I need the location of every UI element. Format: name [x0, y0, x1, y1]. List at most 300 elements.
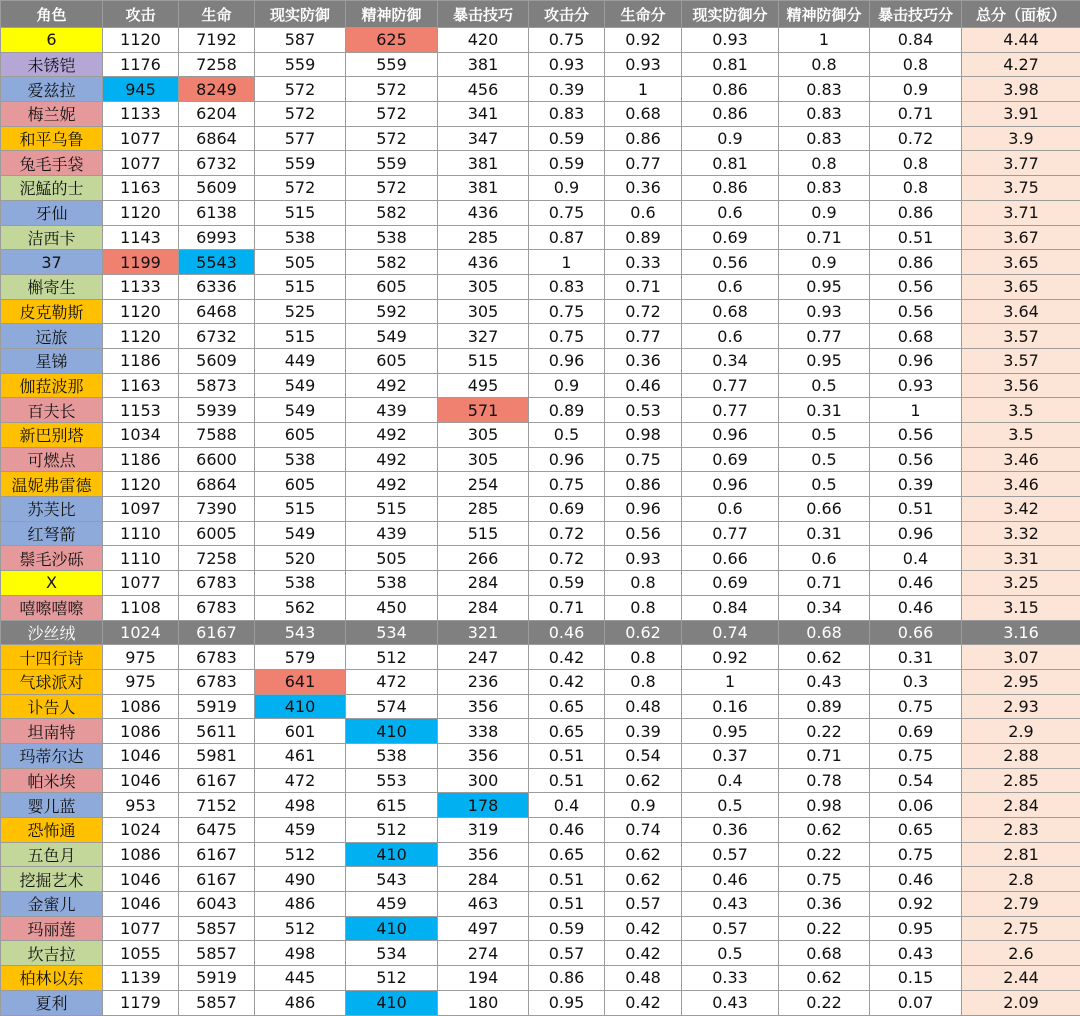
cell-hp: 6600 — [179, 447, 255, 472]
cell-mental-def: 572 — [346, 102, 438, 127]
header-cell-total: 总分（面板） — [962, 1, 1080, 28]
cell-reality-def: 562 — [255, 595, 346, 620]
cell-hp-score: 0.77 — [605, 151, 682, 176]
cell-attack-score: 0.83 — [529, 102, 605, 127]
cell-crit: 300 — [438, 768, 529, 793]
cell-crit: 436 — [438, 250, 529, 275]
cell-mental-def: 574 — [346, 694, 438, 719]
cell-total: 2.81 — [962, 842, 1080, 867]
cell-mental-def: 410 — [346, 990, 438, 1015]
cell-attack-score: 0.86 — [529, 966, 605, 991]
cell-attack: 1086 — [103, 694, 179, 719]
cell-name: 金蜜儿 — [1, 892, 103, 917]
cell-attack-score: 0.65 — [529, 842, 605, 867]
cell-hp-score: 0.8 — [605, 571, 682, 596]
table-row — [1, 398, 1080, 423]
cell-hp-score: 0.74 — [605, 818, 682, 843]
table-row — [1, 719, 1080, 744]
cell-total: 2.84 — [962, 793, 1080, 818]
cell-crit: 515 — [438, 348, 529, 373]
cell-name: 温妮弗雷德 — [1, 472, 103, 497]
cell-hp: 6167 — [179, 842, 255, 867]
cell-hp: 7258 — [179, 546, 255, 571]
cell-reality-def: 449 — [255, 348, 346, 373]
cell-attack: 1077 — [103, 571, 179, 596]
cell-hp-score: 0.86 — [605, 472, 682, 497]
cell-attack: 1120 — [103, 472, 179, 497]
cell-mental-def: 534 — [346, 941, 438, 966]
table-row — [1, 743, 1080, 768]
cell-mental-def: 582 — [346, 250, 438, 275]
cell-reality-def-score: 0.43 — [682, 892, 779, 917]
cell-mental-def-score: 0.83 — [779, 176, 870, 201]
cell-name: 兔毛手袋 — [1, 151, 103, 176]
cell-crit: 571 — [438, 398, 529, 423]
cell-hp-score: 0.46 — [605, 373, 682, 398]
cell-name: 玛丽莲 — [1, 916, 103, 941]
cell-reality-def-score: 0.6 — [682, 324, 779, 349]
cell-reality-def-score: 0.77 — [682, 398, 779, 423]
header-cell-hp-score: 生命分 — [605, 1, 682, 28]
cell-mental-def-score: 0.95 — [779, 348, 870, 373]
cell-crit: 285 — [438, 225, 529, 250]
cell-hp-score: 0.6 — [605, 200, 682, 225]
cell-total: 2.44 — [962, 966, 1080, 991]
cell-crit: 356 — [438, 743, 529, 768]
cell-mental-def: 410 — [346, 719, 438, 744]
header-cell-crit-score: 暴击技巧分 — [870, 1, 962, 28]
cell-crit: 381 — [438, 176, 529, 201]
cell-crit: 420 — [438, 28, 529, 53]
cell-attack-score: 0.65 — [529, 694, 605, 719]
cell-attack-score: 0.59 — [529, 916, 605, 941]
cell-mental-def-score: 1 — [779, 28, 870, 53]
cell-total: 2.8 — [962, 867, 1080, 892]
cell-name: 夏利 — [1, 990, 103, 1015]
cell-mental-def-score: 0.31 — [779, 398, 870, 423]
cell-crit-score: 0.56 — [870, 423, 962, 448]
cell-total: 2.83 — [962, 818, 1080, 843]
cell-crit: 356 — [438, 694, 529, 719]
cell-crit-score: 0.86 — [870, 200, 962, 225]
cell-mental-def: 625 — [346, 28, 438, 53]
cell-name: 皮克勒斯 — [1, 299, 103, 324]
cell-mental-def: 605 — [346, 348, 438, 373]
cell-name: 和平乌鲁 — [1, 126, 103, 151]
cell-attack: 1108 — [103, 595, 179, 620]
cell-crit: 305 — [438, 423, 529, 448]
cell-mental-def: 439 — [346, 521, 438, 546]
cell-crit-score: 0.15 — [870, 966, 962, 991]
cell-reality-def: 486 — [255, 892, 346, 917]
cell-crit: 356 — [438, 842, 529, 867]
cell-crit: 285 — [438, 497, 529, 522]
table-row — [1, 990, 1080, 1015]
cell-crit-score: 0.39 — [870, 472, 962, 497]
cell-name: 嘻嚓嘻嚓 — [1, 595, 103, 620]
cell-crit: 266 — [438, 546, 529, 571]
table-row — [1, 966, 1080, 991]
cell-reality-def: 572 — [255, 102, 346, 127]
table-row — [1, 669, 1080, 694]
cell-mental-def-score: 0.95 — [779, 274, 870, 299]
cell-hp: 6336 — [179, 274, 255, 299]
cell-reality-def: 472 — [255, 768, 346, 793]
cell-hp-score: 0.48 — [605, 694, 682, 719]
cell-hp: 6468 — [179, 299, 255, 324]
cell-reality-def-score: 0.77 — [682, 521, 779, 546]
cell-crit-score: 0.71 — [870, 102, 962, 127]
cell-mental-def-score: 0.71 — [779, 225, 870, 250]
cell-reality-def-score: 0.6 — [682, 200, 779, 225]
cell-hp: 5919 — [179, 694, 255, 719]
cell-reality-def-score: 0.84 — [682, 595, 779, 620]
cell-attack: 1024 — [103, 620, 179, 645]
cell-hp: 6864 — [179, 472, 255, 497]
cell-mental-def: 512 — [346, 818, 438, 843]
cell-crit-score: 0.46 — [870, 571, 962, 596]
table-row — [1, 52, 1080, 77]
cell-mental-def: 515 — [346, 497, 438, 522]
cell-name: 帕米埃 — [1, 768, 103, 793]
cell-hp-score: 0.57 — [605, 892, 682, 917]
cell-mental-def: 572 — [346, 176, 438, 201]
cell-attack-score: 0.89 — [529, 398, 605, 423]
cell-crit: 178 — [438, 793, 529, 818]
cell-crit-score: 0.8 — [870, 151, 962, 176]
cell-attack-score: 0.75 — [529, 324, 605, 349]
cell-attack: 1077 — [103, 916, 179, 941]
cell-mental-def: 553 — [346, 768, 438, 793]
header-cell-attack-score: 攻击分 — [529, 1, 605, 28]
cell-mental-def: 615 — [346, 793, 438, 818]
cell-total: 3.75 — [962, 176, 1080, 201]
cell-attack: 1055 — [103, 941, 179, 966]
cell-reality-def-score: 0.34 — [682, 348, 779, 373]
cell-attack-score: 0.72 — [529, 546, 605, 571]
cell-mental-def: 459 — [346, 892, 438, 917]
cell-name: 梅兰妮 — [1, 102, 103, 127]
cell-attack: 1133 — [103, 274, 179, 299]
table-row — [1, 324, 1080, 349]
cell-crit: 284 — [438, 595, 529, 620]
cell-hp: 8249 — [179, 77, 255, 102]
cell-total: 3.42 — [962, 497, 1080, 522]
cell-reality-def: 498 — [255, 941, 346, 966]
cell-reality-def-score: 0.92 — [682, 645, 779, 670]
cell-hp: 6783 — [179, 669, 255, 694]
cell-total: 3.56 — [962, 373, 1080, 398]
cell-mental-def: 605 — [346, 274, 438, 299]
cell-mental-def: 572 — [346, 77, 438, 102]
cell-attack: 1133 — [103, 102, 179, 127]
cell-reality-def-score: 0.69 — [682, 447, 779, 472]
cell-hp-score: 0.42 — [605, 941, 682, 966]
cell-reality-def-score: 0.57 — [682, 842, 779, 867]
cell-mental-def: 512 — [346, 645, 438, 670]
cell-total: 3.71 — [962, 200, 1080, 225]
cell-hp-score: 0.72 — [605, 299, 682, 324]
cell-reality-def: 498 — [255, 793, 346, 818]
cell-name: 爱兹拉 — [1, 77, 103, 102]
cell-mental-def-score: 0.62 — [779, 966, 870, 991]
cell-reality-def: 515 — [255, 324, 346, 349]
cell-reality-def: 579 — [255, 645, 346, 670]
cell-attack-score: 0.5 — [529, 423, 605, 448]
cell-mental-def: 549 — [346, 324, 438, 349]
cell-crit-score: 0.46 — [870, 867, 962, 892]
table-row — [1, 620, 1080, 645]
table-row — [1, 126, 1080, 151]
cell-crit: 515 — [438, 521, 529, 546]
cell-name: 远旅 — [1, 324, 103, 349]
cell-reality-def-score: 0.16 — [682, 694, 779, 719]
cell-total: 3.98 — [962, 77, 1080, 102]
cell-crit: 247 — [438, 645, 529, 670]
cell-attack-score: 0.51 — [529, 768, 605, 793]
cell-total: 3.65 — [962, 250, 1080, 275]
cell-crit-score: 0.75 — [870, 842, 962, 867]
cell-reality-def-score: 0.86 — [682, 176, 779, 201]
cell-mental-def: 572 — [346, 126, 438, 151]
cell-crit-score: 0.68 — [870, 324, 962, 349]
cell-reality-def: 549 — [255, 521, 346, 546]
cell-attack: 1199 — [103, 250, 179, 275]
cell-reality-def-score: 0.86 — [682, 77, 779, 102]
cell-reality-def: 538 — [255, 225, 346, 250]
cell-attack: 945 — [103, 77, 179, 102]
cell-mental-def: 582 — [346, 200, 438, 225]
cell-hp-score: 0.89 — [605, 225, 682, 250]
table-row — [1, 28, 1080, 53]
cell-hp-score: 0.8 — [605, 645, 682, 670]
cell-crit: 338 — [438, 719, 529, 744]
cell-reality-def-score: 0.43 — [682, 990, 779, 1015]
cell-attack-score: 0.46 — [529, 620, 605, 645]
cell-total: 3.46 — [962, 472, 1080, 497]
cell-mental-def: 410 — [346, 842, 438, 867]
cell-total: 4.44 — [962, 28, 1080, 53]
cell-name: 气球派对 — [1, 669, 103, 694]
cell-reality-def: 538 — [255, 447, 346, 472]
cell-hp-score: 0.39 — [605, 719, 682, 744]
cell-reality-def: 549 — [255, 398, 346, 423]
cell-attack: 1046 — [103, 892, 179, 917]
cell-attack-score: 0.75 — [529, 28, 605, 53]
cell-name: 新巴别塔 — [1, 423, 103, 448]
header-cell-reality-def-score: 现实防御分 — [682, 1, 779, 28]
cell-attack-score: 0.71 — [529, 595, 605, 620]
cell-name: 十四行诗 — [1, 645, 103, 670]
cell-mental-def: 505 — [346, 546, 438, 571]
table-row — [1, 497, 1080, 522]
cell-reality-def-score: 0.6 — [682, 497, 779, 522]
cell-crit: 319 — [438, 818, 529, 843]
cell-mental-def-score: 0.62 — [779, 645, 870, 670]
cell-hp: 7588 — [179, 423, 255, 448]
cell-reality-def: 512 — [255, 916, 346, 941]
cell-hp-score: 0.53 — [605, 398, 682, 423]
cell-reality-def: 605 — [255, 423, 346, 448]
cell-attack: 1046 — [103, 743, 179, 768]
cell-reality-def-score: 0.81 — [682, 52, 779, 77]
cell-crit-score: 0.06 — [870, 793, 962, 818]
cell-name: 沙丝绒 — [1, 620, 103, 645]
cell-hp: 5919 — [179, 966, 255, 991]
cell-name: 柏林以东 — [1, 966, 103, 991]
cell-hp-score: 0.62 — [605, 768, 682, 793]
table-row — [1, 274, 1080, 299]
cell-hp: 6732 — [179, 324, 255, 349]
table-row — [1, 77, 1080, 102]
table-row — [1, 472, 1080, 497]
cell-reality-def: 520 — [255, 546, 346, 571]
cell-name: 牙仙 — [1, 200, 103, 225]
cell-attack: 1176 — [103, 52, 179, 77]
cell-mental-def-score: 0.75 — [779, 867, 870, 892]
cell-mental-def-score: 0.9 — [779, 250, 870, 275]
cell-hp-score: 0.75 — [605, 447, 682, 472]
cell-total: 2.9 — [962, 719, 1080, 744]
table-row — [1, 151, 1080, 176]
cell-name: 星锑 — [1, 348, 103, 373]
cell-attack: 1120 — [103, 324, 179, 349]
cell-hp-score: 0.71 — [605, 274, 682, 299]
cell-attack: 1086 — [103, 842, 179, 867]
cell-name: 泥鯭的士 — [1, 176, 103, 201]
cell-crit-score: 0.56 — [870, 447, 962, 472]
cell-name: 37 — [1, 250, 103, 275]
cell-reality-def-score: 0.93 — [682, 28, 779, 53]
cell-name: 坎吉拉 — [1, 941, 103, 966]
table-row — [1, 102, 1080, 127]
cell-mental-def-score: 0.83 — [779, 126, 870, 151]
header-cell-mental-def: 精神防御 — [346, 1, 438, 28]
cell-hp-score: 0.36 — [605, 348, 682, 373]
cell-crit-score: 0.96 — [870, 521, 962, 546]
cell-hp: 5609 — [179, 348, 255, 373]
cell-mental-def: 543 — [346, 867, 438, 892]
cell-hp-score: 0.62 — [605, 842, 682, 867]
table-row — [1, 645, 1080, 670]
cell-reality-def-score: 1 — [682, 669, 779, 694]
cell-attack: 1024 — [103, 818, 179, 843]
cell-reality-def: 605 — [255, 472, 346, 497]
cell-total: 3.15 — [962, 595, 1080, 620]
cell-crit-score: 0.92 — [870, 892, 962, 917]
cell-hp: 6167 — [179, 867, 255, 892]
cell-crit-score: 0.51 — [870, 225, 962, 250]
cell-crit-score: 0.95 — [870, 916, 962, 941]
cell-crit: 305 — [438, 274, 529, 299]
cell-reality-def-score: 0.37 — [682, 743, 779, 768]
cell-hp: 6138 — [179, 200, 255, 225]
cell-attack: 1186 — [103, 447, 179, 472]
cell-attack-score: 0.87 — [529, 225, 605, 250]
cell-name: 百夫长 — [1, 398, 103, 423]
cell-crit: 495 — [438, 373, 529, 398]
cell-hp: 6475 — [179, 818, 255, 843]
cell-reality-def-score: 0.86 — [682, 102, 779, 127]
cell-crit-score: 0.43 — [870, 941, 962, 966]
cell-attack: 1186 — [103, 348, 179, 373]
cell-hp-score: 0.77 — [605, 324, 682, 349]
cell-attack-score: 0.93 — [529, 52, 605, 77]
table-row — [1, 941, 1080, 966]
cell-name: 坦南特 — [1, 719, 103, 744]
cell-attack-score: 0.72 — [529, 521, 605, 546]
cell-mental-def-score: 0.71 — [779, 571, 870, 596]
table-row — [1, 595, 1080, 620]
cell-crit: 274 — [438, 941, 529, 966]
cell-reality-def-score: 0.56 — [682, 250, 779, 275]
cell-name: 五色月 — [1, 842, 103, 867]
cell-mental-def-score: 0.71 — [779, 743, 870, 768]
cell-crit-score: 0.31 — [870, 645, 962, 670]
cell-crit: 347 — [438, 126, 529, 151]
cell-attack-score: 0.96 — [529, 447, 605, 472]
cell-crit-score: 0.93 — [870, 373, 962, 398]
cell-attack: 1120 — [103, 299, 179, 324]
cell-total: 3.57 — [962, 348, 1080, 373]
cell-name: 红弩箭 — [1, 521, 103, 546]
cell-reality-def-score: 0.5 — [682, 793, 779, 818]
cell-mental-def-score: 0.83 — [779, 102, 870, 127]
cell-crit-score: 0.66 — [870, 620, 962, 645]
cell-reality-def-score: 0.6 — [682, 274, 779, 299]
cell-attack: 1120 — [103, 28, 179, 53]
cell-hp-score: 0.54 — [605, 743, 682, 768]
cell-crit: 194 — [438, 966, 529, 991]
cell-hp-score: 0.48 — [605, 966, 682, 991]
cell-mental-def-score: 0.22 — [779, 842, 870, 867]
cell-hp-score: 0.68 — [605, 102, 682, 127]
cell-hp: 6864 — [179, 126, 255, 151]
table-row — [1, 546, 1080, 571]
cell-total: 3.5 — [962, 398, 1080, 423]
cell-hp-score: 0.42 — [605, 990, 682, 1015]
cell-attack-score: 0.65 — [529, 719, 605, 744]
cell-mental-def-score: 0.8 — [779, 151, 870, 176]
cell-attack: 975 — [103, 669, 179, 694]
table-row — [1, 892, 1080, 917]
cell-attack: 1163 — [103, 373, 179, 398]
cell-attack-score: 0.51 — [529, 867, 605, 892]
table-row — [1, 793, 1080, 818]
cell-total: 2.09 — [962, 990, 1080, 1015]
cell-attack: 1179 — [103, 990, 179, 1015]
cell-reality-def-score: 0.57 — [682, 916, 779, 941]
cell-name: 讣告人 — [1, 694, 103, 719]
cell-reality-def: 486 — [255, 990, 346, 1015]
cell-mental-def: 534 — [346, 620, 438, 645]
cell-crit-score: 0.96 — [870, 348, 962, 373]
cell-crit: 305 — [438, 299, 529, 324]
cell-crit: 284 — [438, 867, 529, 892]
cell-attack-score: 0.9 — [529, 373, 605, 398]
table-row — [1, 916, 1080, 941]
cell-hp: 5939 — [179, 398, 255, 423]
table-row — [1, 250, 1080, 275]
cell-total: 3.16 — [962, 620, 1080, 645]
cell-hp: 6783 — [179, 595, 255, 620]
table-row — [1, 200, 1080, 225]
cell-attack: 1120 — [103, 200, 179, 225]
cell-hp-score: 0.93 — [605, 546, 682, 571]
cell-crit: 436 — [438, 200, 529, 225]
cell-mental-def-score: 0.78 — [779, 768, 870, 793]
cell-reality-def-score: 0.46 — [682, 867, 779, 892]
